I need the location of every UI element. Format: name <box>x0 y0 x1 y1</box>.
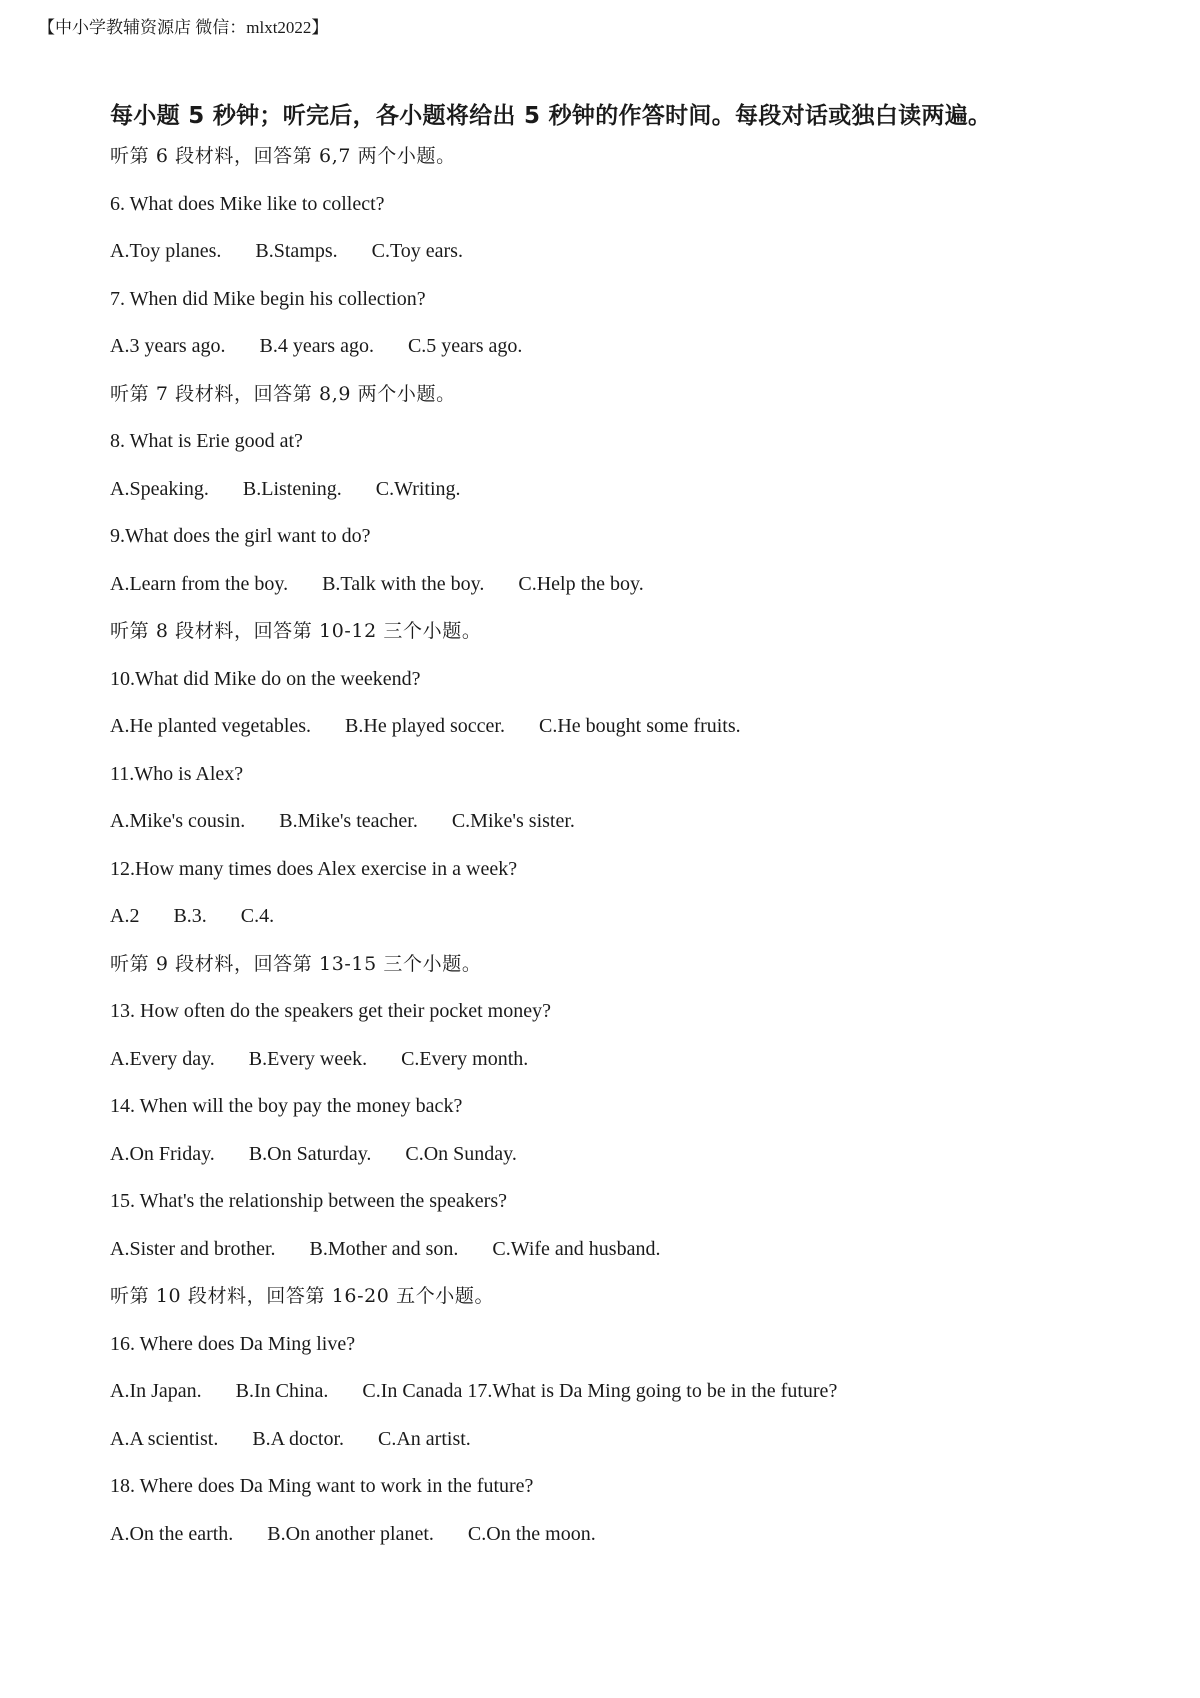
question-text: 14. When will the boy pay the money back? <box>110 1095 463 1117</box>
answer-option: B.On another planet. <box>267 1522 434 1545</box>
question-list <box>110 141 1170 1566</box>
question-text: 7. When did Mike begin his collection? <box>110 287 426 310</box>
section-heading: 听第 10 段材料，回答第 16-20 五个小题。 <box>110 1285 495 1307</box>
answer-option: B.Stamps. <box>255 240 338 262</box>
question-text: 18. Where does Da Ming want to work in the future? <box>110 1475 534 1497</box>
answer-option: A.Learn from the boy. <box>110 572 289 595</box>
answer-option: C.He bought some fruits. <box>539 715 741 737</box>
section-heading: 听第 7 段材料，回答第 8,9 两个小题。 <box>110 382 456 405</box>
question-text: 6. What does Mike like to collect? <box>110 192 385 215</box>
section-heading: 听第 8 段材料，回答第 10-12 三个小题。 <box>110 620 482 642</box>
answer-option: C.In Canada 17.What is Da Ming going to be in the future? <box>362 1380 838 1402</box>
answer-options <box>110 1424 1170 1472</box>
question-text: 8. What is Erie good at? <box>110 430 303 452</box>
answer-option: B.Every week. <box>248 1047 368 1070</box>
answer-option: C.Every month. <box>401 1047 529 1070</box>
answer-option: C.4. <box>240 905 275 927</box>
document-body <box>110 96 1170 1566</box>
answer-option: C.Mike's sister. <box>451 810 575 832</box>
question-text: 10.What did Mike do on the weekend? <box>110 667 421 690</box>
answer-option: B.In China. <box>235 1380 329 1402</box>
answer-option: C.Help the boy. <box>518 572 644 595</box>
answer-options <box>110 474 1170 522</box>
question-text: 12.How many times does Alex exercise in a week? <box>110 857 518 880</box>
answer-option: B.Talk with the boy. <box>322 572 485 595</box>
answer-option: A.Toy planes. <box>110 240 222 262</box>
answer-options <box>110 806 1170 854</box>
answer-option: A.He planted vegetables. <box>110 715 312 737</box>
question-text: 15. What's the relationship between the speakers? <box>110 1190 507 1212</box>
answer-option: B.4 years ago. <box>259 335 374 357</box>
answer-option: A.Every day. <box>110 1047 215 1070</box>
answer-options <box>110 1044 1170 1092</box>
answer-option: A.On Friday. <box>110 1142 215 1165</box>
answer-option: B.Mother and son. <box>309 1237 459 1260</box>
answer-option: A.Sister and brother. <box>110 1237 276 1260</box>
answer-option: A.On the earth. <box>110 1522 234 1545</box>
answer-option: B.He played soccer. <box>345 715 505 737</box>
answer-options <box>110 711 1170 759</box>
answer-options <box>110 1519 1170 1567</box>
answer-option: B.On Saturday. <box>248 1142 372 1165</box>
answer-options <box>110 1139 1170 1187</box>
answer-option: C.On Sunday. <box>405 1142 517 1165</box>
question-text: 9.What does the girl want to do? <box>110 525 371 547</box>
answer-option: C.Wife and husband. <box>492 1237 661 1260</box>
answer-option: A.In Japan. <box>110 1380 202 1402</box>
answer-option: A.2 <box>110 905 140 927</box>
answer-option: C.Writing. <box>375 477 461 500</box>
answer-option: B.Listening. <box>242 477 342 500</box>
answer-option: B.A doctor. <box>252 1427 345 1450</box>
section-heading: 听第 6 段材料，回答第 6,7 两个小题。 <box>110 145 456 167</box>
section-heading: 听第 9 段材料，回答第 13-15 三个小题。 <box>110 952 482 975</box>
question-text: 16. Where does Da Ming live? <box>110 1332 356 1355</box>
question-text: 13. How often do the speakers get their pocket money? <box>110 1000 551 1022</box>
header-note: 【中小学教辅资源店 微信：mlxt2022】 <box>38 18 329 37</box>
answer-option: C.On the moon. <box>467 1522 596 1545</box>
answer-option: A.Speaking. <box>110 477 209 500</box>
instruction-text: 每小题 5 秒钟；听完后，各小题将给出 5 秒钟的作答时间。每段对话或独白读两遍。 <box>110 103 992 129</box>
answer-options <box>110 569 1170 617</box>
answer-option: A.A scientist. <box>110 1427 219 1450</box>
answer-option: A.3 years ago. <box>110 335 226 357</box>
answer-options <box>110 331 1170 379</box>
answer-option: B.Mike's teacher. <box>279 810 418 832</box>
answer-options <box>110 236 1170 284</box>
question-text: 11.Who is Alex? <box>110 762 244 785</box>
answer-options <box>110 901 1170 949</box>
answer-option: C.5 years ago. <box>407 335 523 357</box>
answer-options <box>110 1234 1170 1282</box>
answer-option: C.Toy ears. <box>371 240 463 262</box>
answer-option: B.3. <box>173 905 207 927</box>
answer-option: C.An artist. <box>378 1427 471 1450</box>
answer-options <box>110 1376 1170 1424</box>
answer-option: A.Mike's cousin. <box>110 810 246 832</box>
